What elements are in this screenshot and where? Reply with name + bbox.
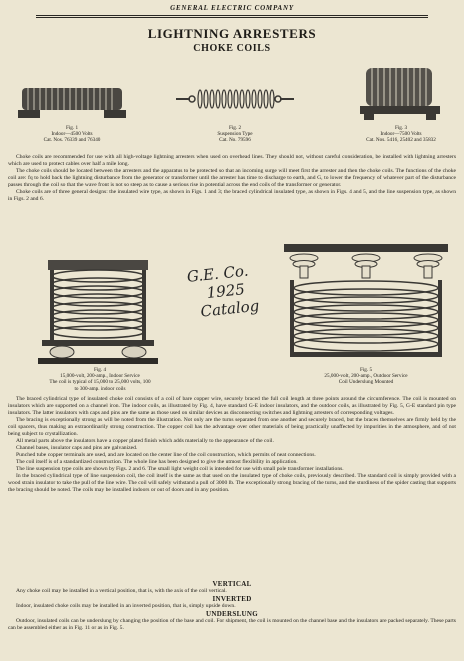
body-paragraph: The coil itself is of a standardized construction. The whole line has been designed to give the utmost flexibility in application. xyxy=(16,459,298,465)
page-subtitle: CHOKE COILS xyxy=(193,43,271,54)
body-paragraph: The braced cylindrical type of insulated choke coil consists of a coil of bare copper wire, securely braced the full coil length at three points around the circumference. The coil is mounted on insulators which are supported on a channel iron. The indoor coils, as illustrated by Fig. 4, have standard G-E indoor insulators, and the outdoor coils, as illustrated by Fig. 5, G-E standard pin type insulators. The latter insulators with caps and pins are the same as those used on similar devices as disconnecting switches and lightning arresters of corresponding voltages. xyxy=(8,396,456,416)
fig4-label: Fig. 4 xyxy=(93,367,107,373)
underslung-heading: UNDERSLUNG xyxy=(205,610,258,618)
fig5-label: Fig. 5 xyxy=(359,367,373,373)
inverted-text xyxy=(8,603,456,610)
fig3-line1: Indoor—7500 Volts xyxy=(380,131,422,138)
body-paragraph: The line suspension type coils are shown by Figs. 2 and 6. The small light weight coil is intended for use with small pole transformer installations. xyxy=(16,466,344,472)
fig5-coil-illustration xyxy=(282,244,450,364)
fig4-line1: 15,000-volt, 200-amp., Indoor Service xyxy=(60,373,140,380)
vertical-heading: VERTICAL xyxy=(212,580,252,588)
body-paragraph: The bracing is exceptionally strong as will be noted from the illustration. Not only are the turns separated from one another and securely braced, but the braces themselves are firmly held by the coil spacers, thus making an extraordinarily strong construction. The copper coil has the advantage over other materials of being practically unaffected by impurities in the atmosphere, and of not being subject to crystallization. xyxy=(8,417,456,437)
fig4-coil-illustration xyxy=(38,256,158,364)
body-paragraph: All metal parts above the insulators have a copper plated finish which adds materially to the appearance of the coil. xyxy=(16,438,274,444)
handwritten-line2: 1925 xyxy=(205,280,246,302)
fig1-line1: Indoor—4500 Volts xyxy=(51,131,93,138)
fig1-caption xyxy=(10,125,134,144)
fig5-line2: Coil Underslung Mounted xyxy=(338,379,394,386)
header-rule-2 xyxy=(36,17,428,18)
inverted-paragraph: Indoor, insulated choke coils may be installed in an inverted position, that is, simply upside down. xyxy=(16,603,236,609)
vertical-paragraph: Any choke coil may be installed in a vertical position, that is, with the axis of the coil vertical. xyxy=(16,588,227,594)
underslung-text xyxy=(8,618,456,632)
fig4-caption xyxy=(20,367,180,392)
mounting-sections xyxy=(8,580,456,632)
fig2-line1: Suspension Type xyxy=(217,131,253,138)
fig4-line3: to 300-amp. indoor coils xyxy=(74,385,126,392)
body-paragraph: In the braced cylindrical type of line suspension coil, the coil itself is the same as that used on the insulated type of choke coils, previously described. The standard coil is simply provided with a wood strain insulator to take the pull of the line wire. The coil will safely withstand a pull of 3000 lb. The exceptionally strong bracing of the turns, and the sturdiness of the spider casting that supports the bracing should be noted. The coils may be installed indoors or out of doors and in any position. xyxy=(8,473,456,493)
inverted-heading: INVERTED xyxy=(212,595,252,603)
fig1-line2: Cat. Nos. 76339 and 76340 xyxy=(43,137,101,144)
body-paragraph: Channel bases, insulator caps and pins are galvanized. xyxy=(16,445,138,451)
fig3-label: Fig. 3 xyxy=(394,125,408,131)
fig3-line2: Cat. Nos. 5416, 25402 and 35832 xyxy=(366,137,436,144)
body-text xyxy=(8,396,456,494)
fig2-caption xyxy=(170,125,300,144)
page-title: LIGHTNING ARRESTERS xyxy=(147,26,317,41)
fig3-caption xyxy=(342,125,460,144)
fig2-coil-illustration xyxy=(176,88,294,110)
company-header: GENERAL ELECTRIC COMPANY xyxy=(170,4,294,12)
fig1-label: Fig. 1 xyxy=(65,125,79,131)
intro-paragraph: The choke coils should be located between the arresters and the apparatus to be protected so that an incoming surge will meet first the arrester and then the choke coils. The functions of the choke coil are: fq to hold back the lightning disturbance from the generator or transformer until the arrester has time to discharge to earth, and G, to lower the frequency of whatever part of the disturbance passes through the coil so that the wave front is not so steep as to cause a serious rise in potential across the end coils of the transformer or generator. xyxy=(8,168,456,188)
intro-paragraph: Choke coils are of three general designs: the insulated wire type, as shown in Figs. 1 and 3; the braced cylindrical insulated type, as shown in Figs. 4 and 5, and the line suspension type, as shown in Figs. 2 and 6. xyxy=(8,189,456,202)
header-rule xyxy=(36,15,428,16)
body-paragraph: Punched tube copper terminals are used, and are located on the center line of the coil construction, which permits of neat connections. xyxy=(16,452,316,458)
fig5-caption xyxy=(282,367,450,386)
vertical-text xyxy=(8,588,456,595)
fig2-line2: Cat. No. 79596 xyxy=(219,137,251,144)
intro-paragraph: Choke coils are recommended for use with all high-voltage lightning arresters when used on overhead lines. They should not, without careful consideration, be installed with lightning arresters which are used to protect cables over half a mile long. xyxy=(8,154,456,167)
fig2-label: Fig. 2 xyxy=(228,125,242,131)
intro-text xyxy=(8,154,456,203)
fig5-line1: 25,000-volt, 200-amp., Outdoor Service xyxy=(324,373,408,380)
fig3-coil-illustration xyxy=(360,64,440,122)
fig4-line2: The coil is typical of 15,000 to 25,000 volts, 100 xyxy=(49,379,151,386)
fig1-coil-illustration xyxy=(18,82,128,122)
handwritten-line3: Catalog xyxy=(199,296,261,321)
underslung-paragraph: Outdoor, insulated coils can be underslung by changing the position of the base and coil. For shipment, the coil is mounted on the channel base and the insulators are packed separately. These parts can be assembled either as in Fig. 11 or as in Fig. 5. xyxy=(8,618,456,631)
handwritten-line1: G.E. Co. xyxy=(186,261,250,286)
handwritten-annotation xyxy=(186,261,260,322)
